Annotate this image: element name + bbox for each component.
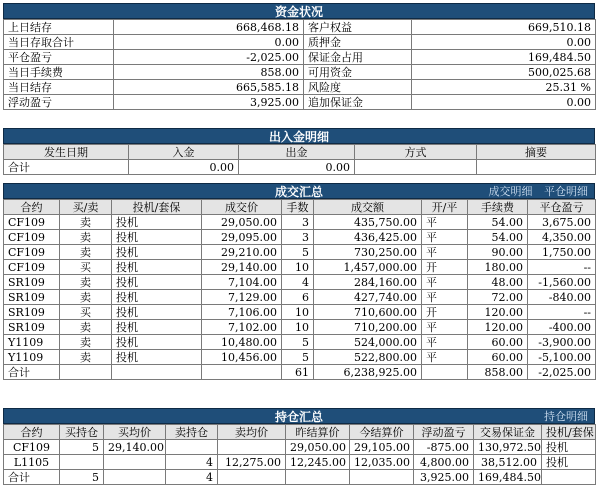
table-cell: 5 [60,470,104,485]
table-cell: 投机 [542,455,596,470]
table-row [4,160,596,175]
table-cell: 开 [422,260,468,275]
table-cell: 522,800.00 [314,350,422,365]
table-cell: 卖 [60,230,112,245]
table-cell [112,365,202,380]
table-cell: 卖 [60,245,112,260]
table-cell: 5 [60,440,104,455]
field-value: 0.00 [412,95,596,110]
table-cell: 60.00 [468,350,528,365]
table-cell: 54.00 [468,230,528,245]
account-table [3,19,596,110]
table-cell: 4 [282,275,314,290]
table-cell: 12,035.00 [350,455,414,470]
table-cell [477,160,596,175]
table-cell: 卖 [60,290,112,305]
column-header: 出金 [239,145,355,160]
table-cell: 投机 [112,230,202,245]
table-cell: 130,972.50 [474,440,542,455]
table-cell: -2,025.00 [528,365,596,380]
field-value: 169,484.50 [412,50,596,65]
table-cell: 卖 [60,350,112,365]
table-cell: 7,129.00 [202,290,282,305]
field-label: 当日结存 [4,80,114,95]
table-cell: 开 [422,305,468,320]
table-cell: 284,160.00 [314,275,422,290]
column-header: 平仓盈亏 [528,200,596,215]
table-cell: 730,250.00 [314,245,422,260]
table-row [4,455,596,470]
table-cell: 10 [282,305,314,320]
table-cell: 524,000.00 [314,335,422,350]
table-cell: 120.00 [468,320,528,335]
table-cell: 卖 [60,275,112,290]
table-cell: 4,800.00 [414,455,474,470]
table-cell [355,160,477,175]
table-cell [166,440,218,455]
table-cell: 48.00 [468,275,528,290]
table-cell: 10 [282,260,314,275]
table-cell: SR109 [4,275,60,290]
table-cell [422,365,468,380]
column-header: 入金 [129,145,239,160]
table-row [4,65,596,80]
field-label: 平仓盈亏 [4,50,114,65]
total-row [4,470,596,485]
table-cell: CF109 [4,245,60,260]
field-value: 0.00 [412,35,596,50]
table-cell: 5 [282,350,314,365]
column-header: 卖均价 [218,425,286,440]
field-label: 上日结存 [4,20,114,35]
account-title: 资金状况 [3,3,595,19]
table-cell: 平 [422,245,468,260]
table-cell: 10 [282,320,314,335]
table-cell: 29,210.00 [202,245,282,260]
table-row [4,275,596,290]
table-cell: 投机 [112,305,202,320]
table-cell [60,365,112,380]
column-header: 合约 [4,200,60,215]
column-header: 浮动盈亏 [414,425,474,440]
column-header: 手续费 [468,200,528,215]
table-cell [218,470,286,485]
table-cell: 0.00 [239,160,355,175]
positions-links [536,409,588,425]
table-cell: -5,100.00 [528,350,596,365]
table-cell [60,455,104,470]
positions-title: 持仓汇总 [274,410,323,424]
column-header: 发生日期 [4,145,129,160]
table-cell: 平 [422,230,468,245]
table-cell [350,470,414,485]
table-cell: 180.00 [468,260,528,275]
field-label: 风险度 [304,80,412,95]
table-cell: 投机 [112,260,202,275]
table-cell: 29,050.00 [202,215,282,230]
table-row [4,290,596,305]
table-cell: 投机 [112,275,202,290]
table-cell: 10,480.00 [202,335,282,350]
table-cell: 投机 [112,245,202,260]
trades-title: 成交汇总 [274,185,323,199]
column-header: 买/卖 [60,200,112,215]
field-value: -2,025.00 [114,50,304,65]
table-cell: 平 [422,275,468,290]
table-cell: 平 [422,350,468,365]
table-cell: 4,350.00 [528,230,596,245]
table-cell: 7,104.00 [202,275,282,290]
table-cell: 买 [60,305,112,320]
table-cell: 3,925.00 [414,470,474,485]
table-cell: 平 [422,320,468,335]
column-header: 今结算价 [350,425,414,440]
table-cell [542,470,596,485]
table-cell: 7,106.00 [202,305,282,320]
table-row [4,95,596,110]
close-detail-link[interactable]: 平仓明细 [544,185,588,198]
table-cell: Y1109 [4,335,60,350]
table-cell: CF109 [4,440,60,455]
table-cell: 7,102.00 [202,320,282,335]
field-label: 当日存取合计 [4,35,114,50]
field-label: 当日手续费 [4,65,114,80]
column-header: 买持仓 [60,425,104,440]
table-row [4,440,596,455]
table-cell: 合计 [4,365,60,380]
field-value: 25.31 % [412,80,596,95]
table-cell: 6 [282,290,314,305]
field-value: 669,510.18 [412,20,596,35]
table-cell: 卖 [60,320,112,335]
table-cell: 12,275.00 [218,455,286,470]
table-cell: 投机 [112,215,202,230]
column-header: 摘要 [477,145,596,160]
table-cell: CF109 [4,260,60,275]
table-cell: 6,238,925.00 [314,365,422,380]
cashflow-section [3,128,595,175]
table-cell [218,440,286,455]
table-row [4,20,596,35]
table-cell: SR109 [4,305,60,320]
field-value: 500,025.68 [412,65,596,80]
field-value: 665,585.18 [114,80,304,95]
table-row [4,260,596,275]
trades-links [481,184,589,200]
table-cell: CF109 [4,215,60,230]
trade-detail-link[interactable]: 成交明细 [488,185,533,198]
table-row [4,245,596,260]
column-header: 卖持仓 [166,425,218,440]
table-cell: 投机 [112,350,202,365]
table-cell: -- [528,260,596,275]
table-cell: -840.00 [528,290,596,305]
table-row [4,305,596,320]
table-cell [104,470,166,485]
column-header: 投机/套保 [542,425,596,440]
table-row [4,50,596,65]
table-cell: 436,425.00 [314,230,422,245]
column-header: 成交额 [314,200,422,215]
column-header: 昨结算价 [286,425,350,440]
table-cell: 29,105.00 [350,440,414,455]
table-cell: 3 [282,215,314,230]
table-cell: 平 [422,215,468,230]
table-cell: 4 [166,455,218,470]
cashflow-table [3,144,596,175]
table-cell: CF109 [4,230,60,245]
cashflow-title: 出入金明细 [3,128,595,144]
table-cell: 710,200.00 [314,320,422,335]
table-cell: 858.00 [468,365,528,380]
column-header: 合约 [4,425,60,440]
table-cell: 买 [60,260,112,275]
table-cell: 54.00 [468,215,528,230]
table-cell: SR109 [4,290,60,305]
table-cell: 5 [282,335,314,350]
table-cell: -1,560.00 [528,275,596,290]
trades-table [3,199,596,380]
table-cell: 投机 [112,335,202,350]
table-cell: 29,140.00 [104,440,166,455]
table-cell: -- [528,305,596,320]
table-cell: 卖 [60,215,112,230]
table-cell: Y1109 [4,350,60,365]
table-cell: 29,095.00 [202,230,282,245]
field-value: 0.00 [114,35,304,50]
field-value: 858.00 [114,65,304,80]
table-cell: 120.00 [468,305,528,320]
table-cell: 435,750.00 [314,215,422,230]
table-cell: 61 [282,365,314,380]
field-label: 质押金 [304,35,412,50]
table-cell: -875.00 [414,440,474,455]
table-cell: 0.00 [129,160,239,175]
table-cell: 平 [422,290,468,305]
table-cell: 投机 [542,440,596,455]
field-label: 可用资金 [304,65,412,80]
table-cell: 10,456.00 [202,350,282,365]
table-cell: -3,900.00 [528,335,596,350]
field-label: 保证金占用 [304,50,412,65]
trades-section [3,183,595,380]
column-header: 手数 [282,200,314,215]
table-cell: -400.00 [528,320,596,335]
table-cell: 合计 [4,470,60,485]
field-label: 追加保证金 [304,95,412,110]
table-cell: 90.00 [468,245,528,260]
column-header: 开/平 [422,200,468,215]
field-value: 668,468.18 [114,20,304,35]
position-detail-link[interactable]: 持仓明细 [544,410,588,423]
table-cell: 1,457,000.00 [314,260,422,275]
table-cell: 3 [282,230,314,245]
table-cell: L1105 [4,455,60,470]
positions-header [3,408,595,424]
positions-table [3,424,596,485]
table-row [4,215,596,230]
account-section [3,3,595,110]
trades-header [3,183,595,199]
table-cell: 12,245.00 [286,455,350,470]
table-cell [104,455,166,470]
table-cell [286,470,350,485]
table-cell: 投机 [112,320,202,335]
table-cell: 29,140.00 [202,260,282,275]
table-cell: 72.00 [468,290,528,305]
table-row [4,35,596,50]
table-cell: 3,675.00 [528,215,596,230]
table-row [4,335,596,350]
table-cell: SR109 [4,320,60,335]
table-cell [202,365,282,380]
column-header: 买均价 [104,425,166,440]
table-cell: 169,484.50 [474,470,542,485]
table-cell: 29,050.00 [286,440,350,455]
table-cell: 投机 [112,290,202,305]
table-cell: 平 [422,335,468,350]
field-label: 浮动盈亏 [4,95,114,110]
table-cell: 卖 [60,335,112,350]
table-cell: 1,750.00 [528,245,596,260]
table-cell: 38,512.00 [474,455,542,470]
positions-section [3,408,595,485]
column-header: 方式 [355,145,477,160]
table-cell: 710,600.00 [314,305,422,320]
field-value: 3,925.00 [114,95,304,110]
table-row [4,320,596,335]
column-header: 交易保证金 [474,425,542,440]
table-cell: 427,740.00 [314,290,422,305]
column-header: 成交价 [202,200,282,215]
column-header: 投机/套保 [112,200,202,215]
table-row [4,80,596,95]
table-cell: 4 [166,470,218,485]
table-cell: 60.00 [468,335,528,350]
table-cell: 合计 [4,160,129,175]
table-cell: 5 [282,245,314,260]
field-label: 客户权益 [304,20,412,35]
table-row [4,350,596,365]
table-row [4,230,596,245]
total-row [4,365,596,380]
